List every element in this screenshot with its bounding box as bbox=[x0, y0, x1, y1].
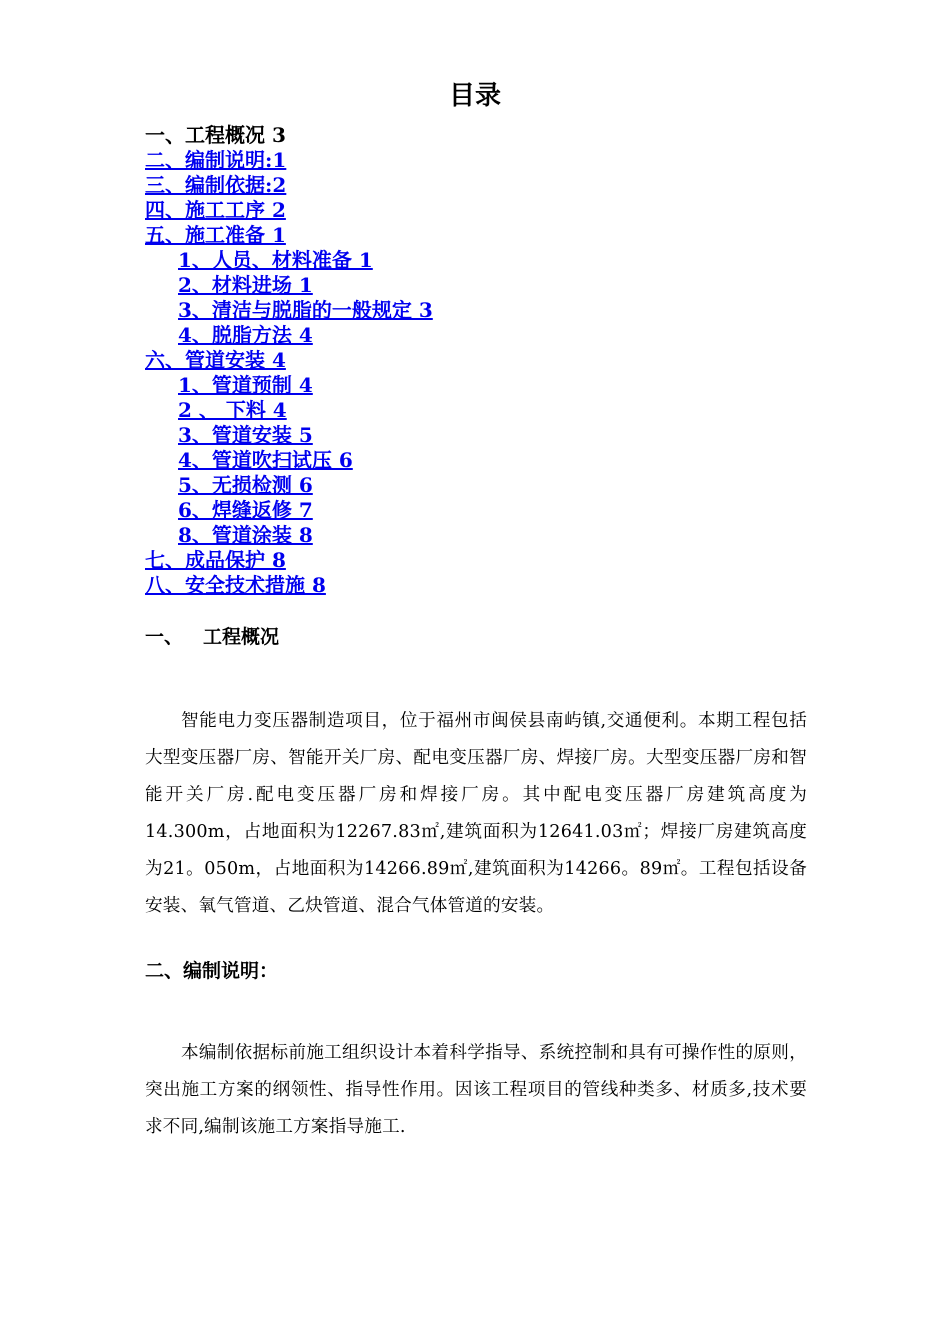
toc-link[interactable]: 1、人员、材料准备 1 bbox=[178, 248, 373, 272]
toc-item[interactable] bbox=[145, 548, 433, 573]
section-heading-2 bbox=[145, 958, 278, 984]
section-number: 一、 bbox=[145, 626, 184, 648]
toc-item[interactable] bbox=[145, 373, 433, 398]
toc-item[interactable] bbox=[145, 248, 433, 273]
toc-link[interactable]: 四、施工工序 2 bbox=[145, 198, 286, 222]
toc-item[interactable] bbox=[145, 448, 433, 473]
toc-item[interactable] bbox=[145, 573, 433, 598]
toc-link[interactable]: 七、成品保护 8 bbox=[145, 548, 286, 572]
toc-title: 目录 bbox=[448, 81, 501, 111]
toc-link[interactable]: 三、编制依据:2 bbox=[145, 173, 287, 197]
toc-link[interactable]: 3、管道安装 5 bbox=[178, 423, 313, 447]
toc-link[interactable]: 6、焊缝返修 7 bbox=[178, 498, 313, 522]
toc-item[interactable] bbox=[145, 473, 433, 498]
toc-link[interactable]: 八、安全技术措施 8 bbox=[145, 573, 326, 597]
section-title: 编制说明： bbox=[183, 960, 279, 982]
toc-link[interactable]: 五、施工准备 1 bbox=[145, 223, 286, 247]
toc-item[interactable] bbox=[145, 348, 433, 373]
toc-link[interactable]: 二、编制说明:1 bbox=[145, 148, 287, 172]
toc-item[interactable] bbox=[145, 223, 433, 248]
section-heading-1 bbox=[145, 624, 279, 650]
toc-link[interactable]: 六、管道安装 4 bbox=[145, 348, 286, 372]
toc-link[interactable]: 2、材料进场 1 bbox=[178, 273, 313, 297]
section-title: 工程概况 bbox=[203, 626, 280, 648]
toc-link[interactable]: 8、管道涂装 8 bbox=[178, 523, 313, 547]
toc-link[interactable]: 1、管道预制 4 bbox=[178, 373, 313, 397]
toc-item[interactable] bbox=[145, 148, 433, 173]
toc-item[interactable] bbox=[145, 273, 433, 298]
section-paragraph-1: 智能电力变压器制造项目，位于福州市闽侯县南屿镇,交通便利。本期工程包括大型变压器厂房、智能开关厂房、配电变压器厂房、焊接厂房。大型变压器厂房和智能开关厂房.配电变压器厂房和焊接厂房。其中配电变压器厂房建筑高度为14.300m，占地面积为12267.83㎡,建筑面积为12641.03㎡；焊接厂房建筑高度为21。050m，占地面积为14266.89㎡,建筑面积为14266。89㎡。工程包括设备安装、氧气管道、乙炔管道、混合气体管道的安装。 bbox=[145, 711, 807, 916]
toc-item[interactable] bbox=[145, 423, 433, 448]
toc-item[interactable] bbox=[145, 298, 433, 323]
toc-link[interactable]: 4、脱脂方法 4 bbox=[178, 323, 313, 347]
toc-item bbox=[145, 123, 433, 148]
toc-link[interactable]: 3、清洁与脱脂的一般规定 3 bbox=[178, 298, 433, 322]
toc-link[interactable]: 4、管道吹扫试压 6 bbox=[178, 448, 353, 472]
table-of-contents bbox=[145, 123, 433, 598]
toc-item[interactable] bbox=[145, 323, 433, 348]
toc-item[interactable] bbox=[145, 398, 433, 423]
toc-link[interactable]: 2 、 下料 4 bbox=[178, 398, 287, 422]
toc-link[interactable]: 5、无损检测 6 bbox=[178, 473, 313, 497]
toc-item[interactable] bbox=[145, 523, 433, 548]
toc-item[interactable] bbox=[145, 498, 433, 523]
toc-item[interactable] bbox=[145, 173, 433, 198]
section-paragraph-2: 本编制依据标前施工组织设计本着科学指导、系统控制和具有可操作性的原则，突出施工方案的纲领性、指导性作用。因该工程项目的管线种类多、材质多,技术要求不同,编制该施工方案指导施工. bbox=[145, 1043, 807, 1137]
section-number: 二、 bbox=[145, 960, 184, 982]
toc-item[interactable] bbox=[145, 198, 433, 223]
toc-label: 一、工程概况 3 bbox=[145, 123, 286, 147]
